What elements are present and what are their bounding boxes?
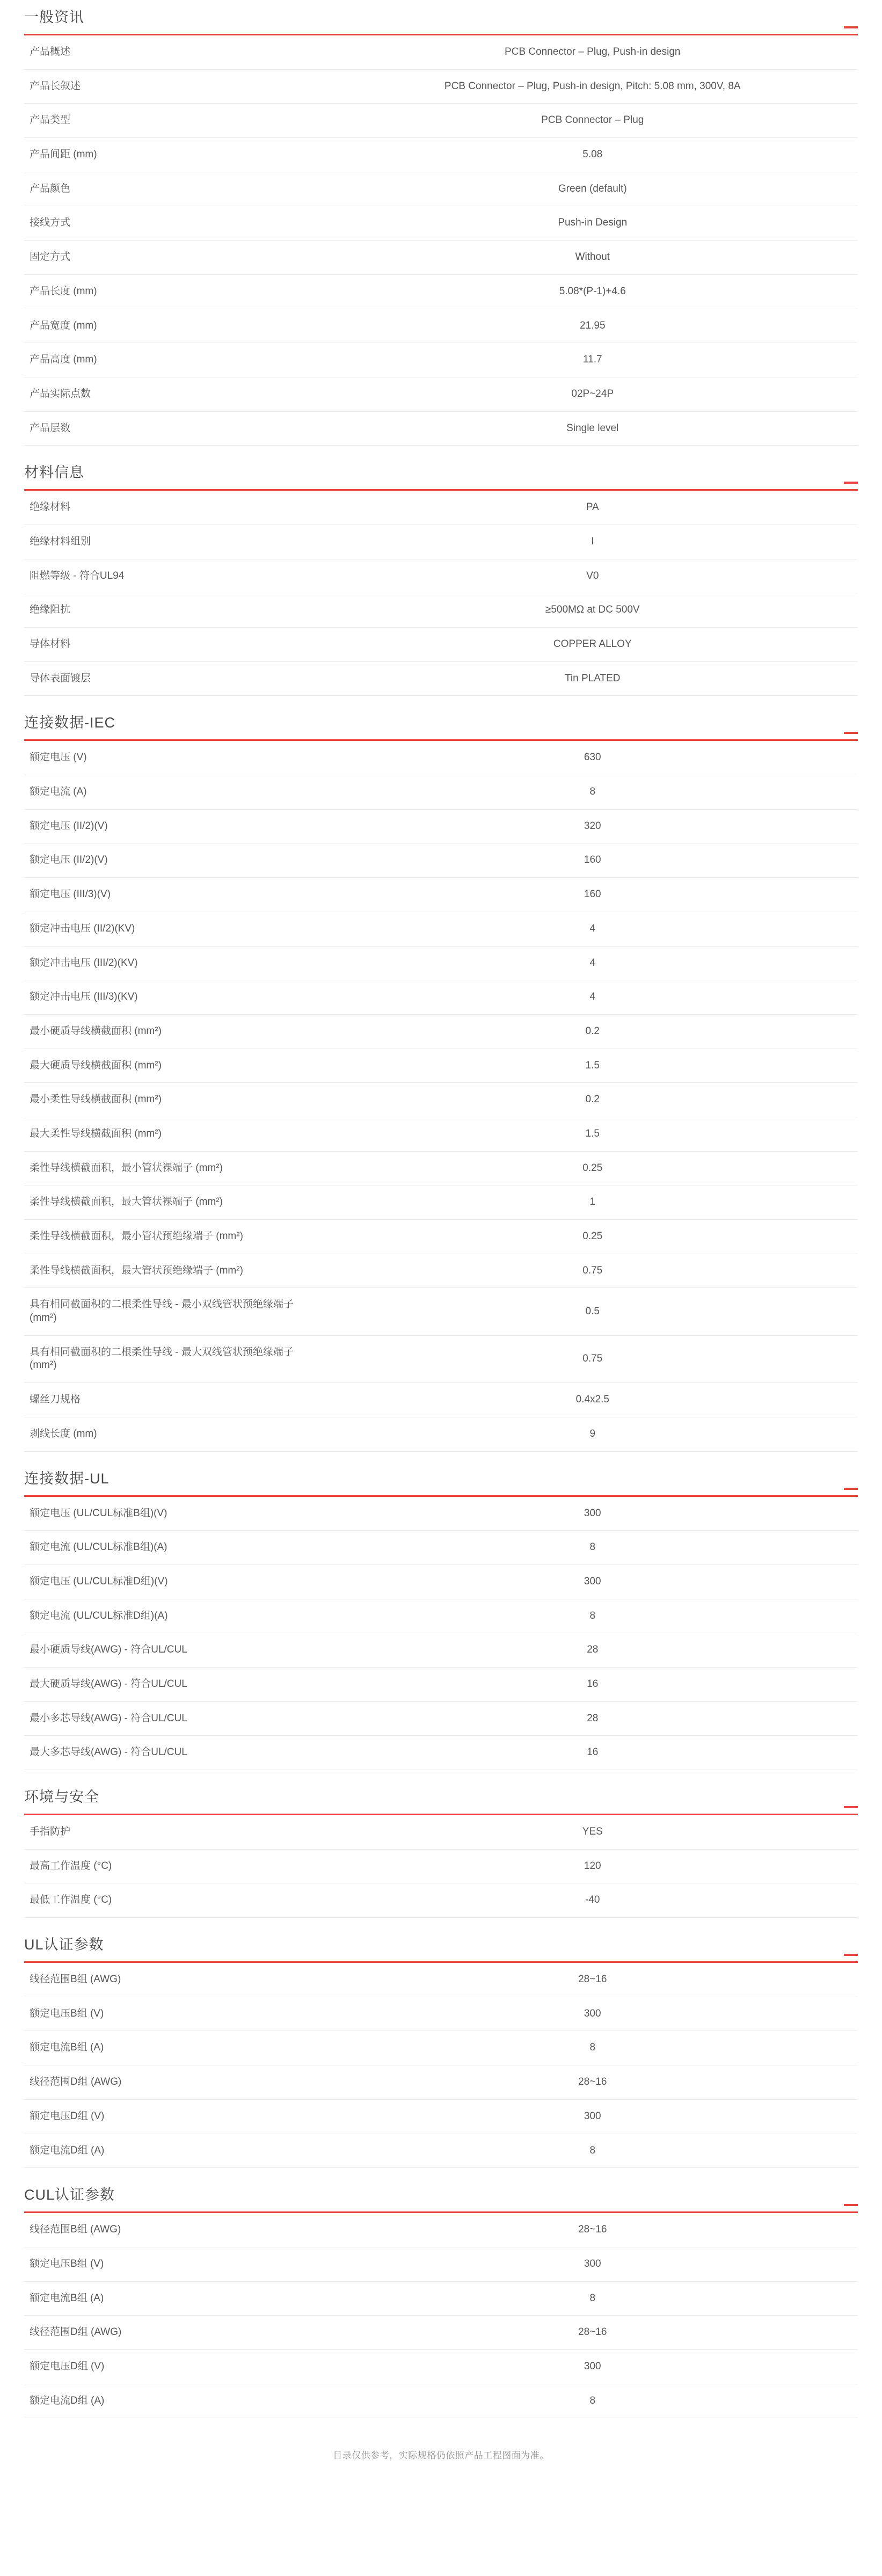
spec-value: 8 (589, 2292, 596, 2304)
spec-value: 0.25 (582, 1162, 603, 1174)
table-row (24, 1849, 858, 1883)
spec-value: 1.5 (585, 1127, 600, 1139)
spec-key: 手指防护 (30, 1826, 71, 1837)
section-title: UL认证参数 (24, 1937, 104, 1953)
spec-value: 28~16 (578, 2224, 607, 2236)
collapse-toggle-icon[interactable] (844, 1806, 858, 1808)
collapse-toggle-icon[interactable] (844, 732, 858, 734)
spec-key: 最小硬质导线横截面积 (mm²) (30, 1025, 162, 1037)
spec-value: 300 (584, 1575, 601, 1587)
spec-value: Single level (566, 422, 619, 434)
spec-key: 产品长度 (mm) (30, 285, 97, 297)
spec-value: 8 (589, 1541, 596, 1553)
spec-table (24, 1497, 858, 1771)
table-row (24, 1701, 858, 1736)
spec-key: 柔性导线横截面积，最大管状裸端子 (mm²) (30, 1196, 223, 1208)
table-row (24, 309, 858, 343)
table-row (24, 2134, 858, 2168)
spec-value: 300 (584, 2258, 601, 2269)
spec-value: 28~16 (578, 2326, 607, 2338)
spec-value: 160 (584, 889, 601, 900)
table-row (24, 1531, 858, 1565)
spec-value: 28 (587, 1644, 599, 1656)
spec-key: 额定电压D组 (V) (30, 2360, 105, 2372)
spec-key: 绝缘材料组别 (30, 535, 91, 547)
spec-value: 300 (584, 2360, 601, 2372)
spec-value: Tin PLATED (565, 672, 621, 684)
table-row (24, 1014, 858, 1049)
spec-key: 最小柔性导线横截面积 (mm²) (30, 1094, 162, 1105)
spec-value: 1 (589, 1196, 596, 1208)
table-row (24, 1185, 858, 1220)
spec-value: 120 (584, 1860, 601, 1872)
spec-key: 螺丝刀规格 (30, 1394, 81, 1406)
table-row (24, 343, 858, 377)
spec-section (0, 0, 882, 446)
spec-table (24, 741, 858, 1451)
table-row (24, 1633, 858, 1668)
table-row (24, 2031, 858, 2065)
spec-key: 具有相同截面积的二根柔性导线 - 最大双线管状预绝缘端子 (mm²) (30, 1346, 294, 1371)
spec-value: 0.25 (582, 1231, 603, 1242)
spec-value: 0.75 (582, 1353, 603, 1365)
spec-key: 接线方式 (30, 217, 71, 229)
spec-key: 额定电压B组 (V) (30, 2007, 104, 2019)
spec-value: 1.5 (585, 1059, 600, 1071)
spec-key: 最小多芯导线(AWG) - 符合UL/CUL (30, 1712, 187, 1724)
spec-key: 产品宽度 (mm) (30, 319, 97, 331)
table-row (24, 593, 858, 628)
table-row (24, 2099, 858, 2134)
spec-value: 0.5 (585, 1305, 600, 1317)
spec-key: 线径范围B组 (AWG) (30, 1974, 121, 1985)
spec-value: 4 (589, 957, 596, 969)
spec-key: 阻燃等级 - 符合UL94 (30, 570, 125, 581)
spec-key: 额定电压 (UL/CUL标准D组)(V) (30, 1575, 168, 1587)
table-row (24, 1254, 858, 1288)
table-row (24, 1883, 858, 1918)
spec-section (0, 446, 882, 696)
spec-table (24, 35, 858, 446)
spec-value: 8 (589, 2395, 596, 2406)
table-row (24, 1564, 858, 1599)
table-row (24, 1736, 858, 1770)
section-header (24, 2168, 858, 2213)
spec-key: 剥线长度 (mm) (30, 1428, 97, 1439)
spec-key: 额定电压 (II/2)(V) (30, 820, 108, 832)
spec-value: YES (582, 1826, 603, 1837)
spec-key: 线径范围D组 (AWG) (30, 2326, 122, 2338)
spec-key: 最低工作温度 (°C) (30, 1894, 112, 1906)
spec-value: 5.08 (582, 149, 603, 161)
spec-key: 额定电压 (II/2)(V) (30, 854, 108, 866)
spec-value: 16 (587, 1747, 599, 1758)
table-row (24, 1049, 858, 1083)
section-title: 环境与安全 (24, 1789, 99, 1805)
section-header (24, 1918, 858, 1963)
table-row (24, 2065, 858, 2100)
spec-key: 额定电流D组 (A) (30, 2144, 105, 2156)
table-row (24, 661, 858, 696)
spec-key: 额定电流 (UL/CUL标准D组)(A) (30, 1610, 168, 1621)
section-title: CUL认证参数 (24, 2187, 115, 2203)
spec-key: 固定方式 (30, 251, 71, 263)
table-row (24, 946, 858, 980)
spec-value: 11.7 (582, 354, 602, 366)
spec-key: 柔性导线横截面积，最大管状预绝缘端子 (mm²) (30, 1264, 243, 1276)
spec-key: 额定冲击电压 (III/3)(KV) (30, 991, 138, 1003)
spec-key: 额定电流 (UL/CUL标准B组)(A) (30, 1541, 167, 1553)
table-row (24, 809, 858, 843)
spec-key: 最高工作温度 (°C) (30, 1860, 112, 1872)
table-row (24, 2213, 858, 2247)
table-row (24, 1417, 858, 1451)
spec-value: PCB Connector – Plug, Push-in design, Pitch: 5.08 mm, 300V, 8A (444, 80, 741, 92)
table-row (24, 878, 858, 912)
table-row (24, 1220, 858, 1254)
footer-note: 目录仅供参考，实际规格仍依照产品工程图面为准。 (333, 2450, 549, 2461)
table-row (24, 411, 858, 446)
table-row (24, 104, 858, 138)
table-row (24, 35, 858, 69)
spec-table (24, 2213, 858, 2418)
table-row (24, 2247, 858, 2281)
collapse-toggle-icon[interactable] (844, 26, 858, 28)
spec-table (24, 1815, 858, 1918)
table-row (24, 274, 858, 309)
spec-value: 0.2 (585, 1025, 600, 1037)
spec-key: 额定电流D组 (A) (30, 2395, 105, 2406)
spec-value: PCB Connector – Plug, Push-in design (505, 46, 681, 57)
spec-key: 产品长叙述 (30, 80, 81, 92)
spec-key: 额定电压 (UL/CUL标准B组)(V) (30, 1507, 167, 1519)
spec-section (0, 1452, 882, 1771)
spec-key: 产品颜色 (30, 183, 71, 194)
collapse-toggle-icon[interactable] (844, 1488, 858, 1490)
spec-key: 线径范围D组 (AWG) (30, 2076, 122, 2088)
spec-value: 8 (589, 2144, 596, 2156)
spec-key: 额定电压 (III/3)(V) (30, 889, 111, 900)
spec-key: 产品间距 (mm) (30, 149, 97, 161)
spec-value: 0.2 (585, 1094, 600, 1105)
section-header (24, 0, 858, 35)
collapse-toggle-icon[interactable] (844, 2204, 858, 2206)
table-row (24, 206, 858, 241)
spec-value: 21.95 (579, 319, 606, 331)
spec-table (24, 491, 858, 696)
spec-key: 额定电流B组 (A) (30, 2042, 104, 2054)
spec-value: 630 (584, 752, 601, 763)
table-row (24, 2281, 858, 2316)
spec-key: 绝缘材料 (30, 501, 71, 513)
table-row (24, 172, 858, 206)
spec-value: 0.4x2.5 (575, 1394, 609, 1406)
spec-value: 9 (589, 1428, 596, 1439)
table-row (24, 1963, 858, 1997)
spec-key: 额定电压 (V) (30, 752, 87, 763)
table-row (24, 69, 858, 104)
table-row (24, 1815, 858, 1849)
spec-value: 300 (584, 2007, 601, 2019)
table-row (24, 241, 858, 275)
table-row (24, 491, 858, 525)
spec-value: 4 (589, 922, 596, 934)
spec-value: 8 (589, 786, 596, 798)
spec-key: 额定电流 (A) (30, 786, 87, 798)
table-row (24, 1117, 858, 1151)
table-row (24, 1383, 858, 1417)
spec-table (24, 1963, 858, 2168)
spec-value: 8 (589, 2042, 596, 2054)
section-header (24, 1452, 858, 1497)
table-row (24, 2316, 858, 2350)
table-row (24, 980, 858, 1015)
spec-key: 绝缘阻抗 (30, 604, 71, 616)
spec-section (0, 1770, 882, 1918)
section-header (24, 1770, 858, 1815)
spec-key: 产品概述 (30, 46, 71, 57)
spec-value: 02P~24P (571, 388, 614, 399)
table-row (24, 138, 858, 172)
table-row (24, 628, 858, 662)
spec-key: 导体材料 (30, 638, 71, 650)
table-row (24, 2349, 858, 2384)
collapse-toggle-icon[interactable] (844, 1954, 858, 1956)
spec-key: 额定冲击电压 (III/2)(KV) (30, 957, 138, 969)
collapse-toggle-icon[interactable] (844, 482, 858, 484)
section-title: 连接数据-UL (24, 1470, 110, 1487)
spec-key: 额定电压D组 (V) (30, 2110, 105, 2122)
section-title: 一般资讯 (24, 9, 84, 25)
table-row (24, 912, 858, 946)
spec-value: 300 (584, 2110, 601, 2122)
table-row (24, 525, 858, 559)
spec-value: 0.75 (582, 1264, 603, 1276)
table-row (24, 559, 858, 593)
table-row (24, 377, 858, 411)
spec-key: 柔性导线横截面积，最小管状预绝缘端子 (mm²) (30, 1231, 243, 1242)
spec-value: -40 (585, 1894, 600, 1906)
spec-value: 300 (584, 1507, 601, 1519)
table-row (24, 1151, 858, 1185)
spec-key: 具有相同截面积的二根柔性导线 - 最小双线管状预绝缘端子 (mm²) (30, 1299, 294, 1324)
spec-key: 线径范围B组 (AWG) (30, 2224, 121, 2236)
spec-value: 28 (587, 1712, 599, 1724)
table-row (24, 1083, 858, 1117)
spec-value: 28~16 (578, 1974, 607, 1985)
spec-value: 160 (584, 854, 601, 866)
section-header (24, 696, 858, 741)
spec-value: 28~16 (578, 2076, 607, 2088)
table-row (24, 2384, 858, 2418)
table-row (24, 1497, 858, 1531)
spec-key: 柔性导线横截面积，最小管状裸端子 (mm²) (30, 1162, 223, 1174)
spec-value: PA (586, 501, 599, 513)
spec-key: 最大多芯导线(AWG) - 符合UL/CUL (30, 1747, 187, 1758)
spec-key: 额定冲击电压 (II/2)(KV) (30, 922, 135, 934)
spec-value: V0 (586, 570, 599, 581)
spec-section (0, 696, 882, 1451)
spec-value: Green (default) (558, 183, 627, 194)
spec-key: 产品实际点数 (30, 388, 91, 399)
table-row (24, 1288, 858, 1335)
spec-value: 4 (589, 991, 596, 1003)
spec-key: 最大硬质导线横截面积 (mm²) (30, 1059, 162, 1071)
spec-key: 导体表面镀层 (30, 672, 91, 684)
section-title: 连接数据-IEC (24, 715, 115, 731)
spec-key: 额定电压B组 (V) (30, 2258, 104, 2269)
spec-value: I (591, 535, 594, 547)
spec-value: 320 (584, 820, 601, 832)
spec-key: 最大柔性导线横截面积 (mm²) (30, 1127, 162, 1139)
table-row (24, 1997, 858, 2031)
spec-key: 产品高度 (mm) (30, 354, 97, 366)
section-header (24, 446, 858, 491)
spec-key: 最小硬质导线(AWG) - 符合UL/CUL (30, 1644, 187, 1656)
table-row (24, 1335, 858, 1382)
section-title: 材料信息 (24, 464, 84, 481)
spec-key: 额定电流B组 (A) (30, 2292, 104, 2304)
spec-value: Push-in Design (558, 217, 628, 229)
spec-section (0, 1918, 882, 2168)
spec-key: 产品类型 (30, 114, 71, 126)
table-row (24, 741, 858, 775)
spec-key: 最大硬质导线(AWG) - 符合UL/CUL (30, 1678, 187, 1690)
table-row (24, 843, 858, 878)
table-row (24, 1599, 858, 1633)
spec-section (0, 2168, 882, 2418)
spec-value: 5.08*(P-1)+4.6 (559, 285, 626, 297)
table-row (24, 1667, 858, 1701)
spec-value: 16 (587, 1678, 599, 1690)
spec-value: PCB Connector – Plug (541, 114, 644, 126)
spec-key: 产品层数 (30, 422, 71, 434)
spec-value: 8 (589, 1610, 596, 1621)
spec-value: ≥500MΩ at DC 500V (545, 604, 640, 616)
spec-value: COPPER ALLOY (553, 638, 632, 650)
table-row (24, 775, 858, 810)
spec-value: Without (575, 251, 610, 263)
